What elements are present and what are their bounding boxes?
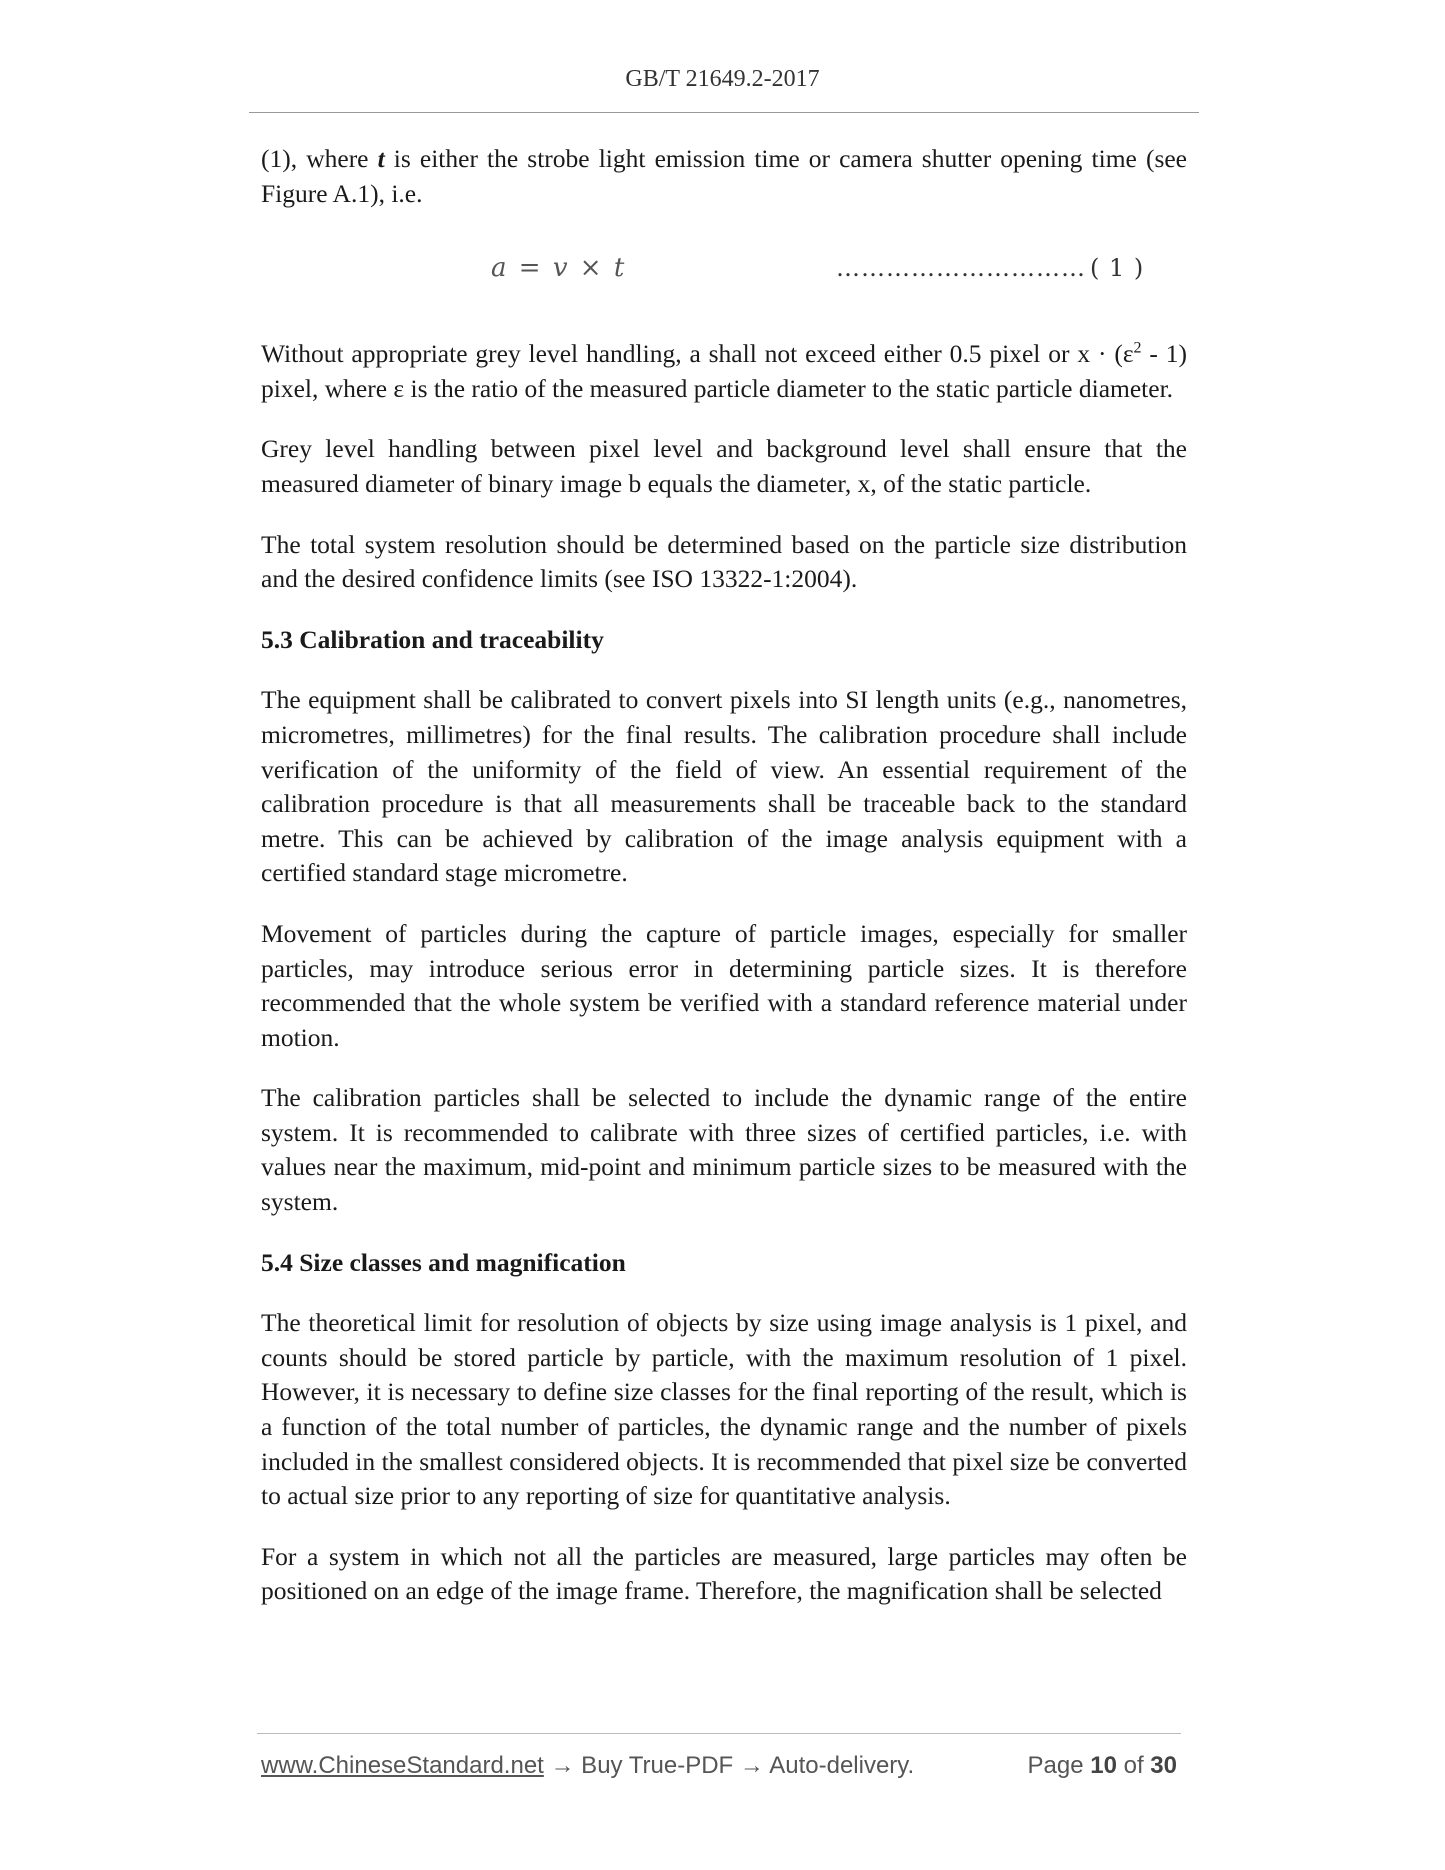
footer-tagline: → Buy True-PDF → Auto-delivery. (543, 1752, 915, 1779)
paragraph-grey-level-handling: Grey level handling between pixel level and background level shall ensure that the measured diameter of binary image b equals the diameter, x, of the static particle. (261, 434, 1187, 498)
paragraph-text: Without appropriate grey level handling, a shall not exceed either 0.5 pixel or x · (ε (261, 339, 1134, 369)
footer-divider (257, 1733, 1181, 1734)
equation-expression: a = v × t (491, 253, 627, 284)
document-body (261, 142, 1187, 1635)
equation-1 (261, 237, 1187, 297)
paragraph-system-resolution: The total system resolution should be determined based on the particle size distribution and the desired confidence limits (see ISO 13322-1:2004). (261, 529, 1187, 594)
paragraph-text: (1), where (261, 144, 378, 173)
paragraph-calibration: The equipment shall be calibrated to convert pixels into SI length units (e.g., nanometres, micrometres, millimetres) for the final results. The calibration procedure shall include verification of the uniformity of the field of view. An essential requirement of the calibration procedure is that all measurements shall be traceable back to the standard metre. This can be achieved by calibration of the image analysis equipment with a certified standard stage micrometre. (261, 685, 1187, 888)
paragraph-text: - 1) pixel, where ε is the ratio of the measured particle diameter to the static particle diameter. (261, 339, 1187, 403)
paragraph-particle-movement: Movement of particles during the capture of particle images, especially for smaller particles, may introduce serious error in determining particle sizes. It is therefore recommended that the whole system be verified with a standard reference material under motion. (261, 918, 1187, 1052)
current-page: 10 (1090, 1752, 1117, 1779)
website-link[interactable]: www.ChineseStandard.net (261, 1752, 544, 1779)
footer-promo (261, 1752, 914, 1780)
equation-dots: ………………………… (836, 254, 1086, 283)
of-label: of (1116, 1752, 1151, 1779)
section-heading-5-3: 5.3 Calibration and traceability (261, 624, 604, 654)
equation-leader (836, 251, 1144, 286)
paragraph-grey-level-limit (261, 337, 1187, 406)
header-divider (249, 112, 1199, 113)
equation-number: ( 1 ) (1090, 254, 1145, 283)
paragraph-text: is either the strobe light emission time or camera shutter opening time (see Figure A.1), i.e. (261, 144, 1188, 208)
paragraph-equation-intro (261, 142, 1187, 211)
page-indicator (1028, 1752, 1177, 1780)
page-label: Page (1027, 1752, 1091, 1779)
paragraph-magnification: For a system in which not all the particles are measured, large particles may often be positioned on an edge of the image frame. Therefore, the magnification shall be selected (261, 1541, 1187, 1606)
paragraph-size-classes: The theoretical limit for resolution of objects by size using image analysis is 1 pixel, and counts should be stored particle by particle, with the maximum resolution of 1 pixel. However, it is necessary to define size classes for the final reporting of the result, which is a function of the total number of particles, the dynamic range and the number of pixels included in the smallest considered objects. It is recommended that pixel size be converted to actual size prior to any reporting of size for quantitative analysis. (261, 1308, 1187, 1511)
paragraph-calibration-particles: The calibration particles shall be selected to include the dynamic range of the entire system. It is recommended to calibrate with three sizes of certified particles, i.e. with values near the maximum, mid-point and minimum particle sizes to be measured with the system. (261, 1083, 1187, 1217)
section-heading-5-4: 5.4 Size classes and magnification (261, 1247, 626, 1277)
header-standard-number: GB/T 21649.2-2017 (625, 66, 820, 92)
total-pages: 30 (1150, 1752, 1177, 1779)
variable-t: t (377, 144, 385, 173)
superscript: 2 (1133, 339, 1142, 357)
